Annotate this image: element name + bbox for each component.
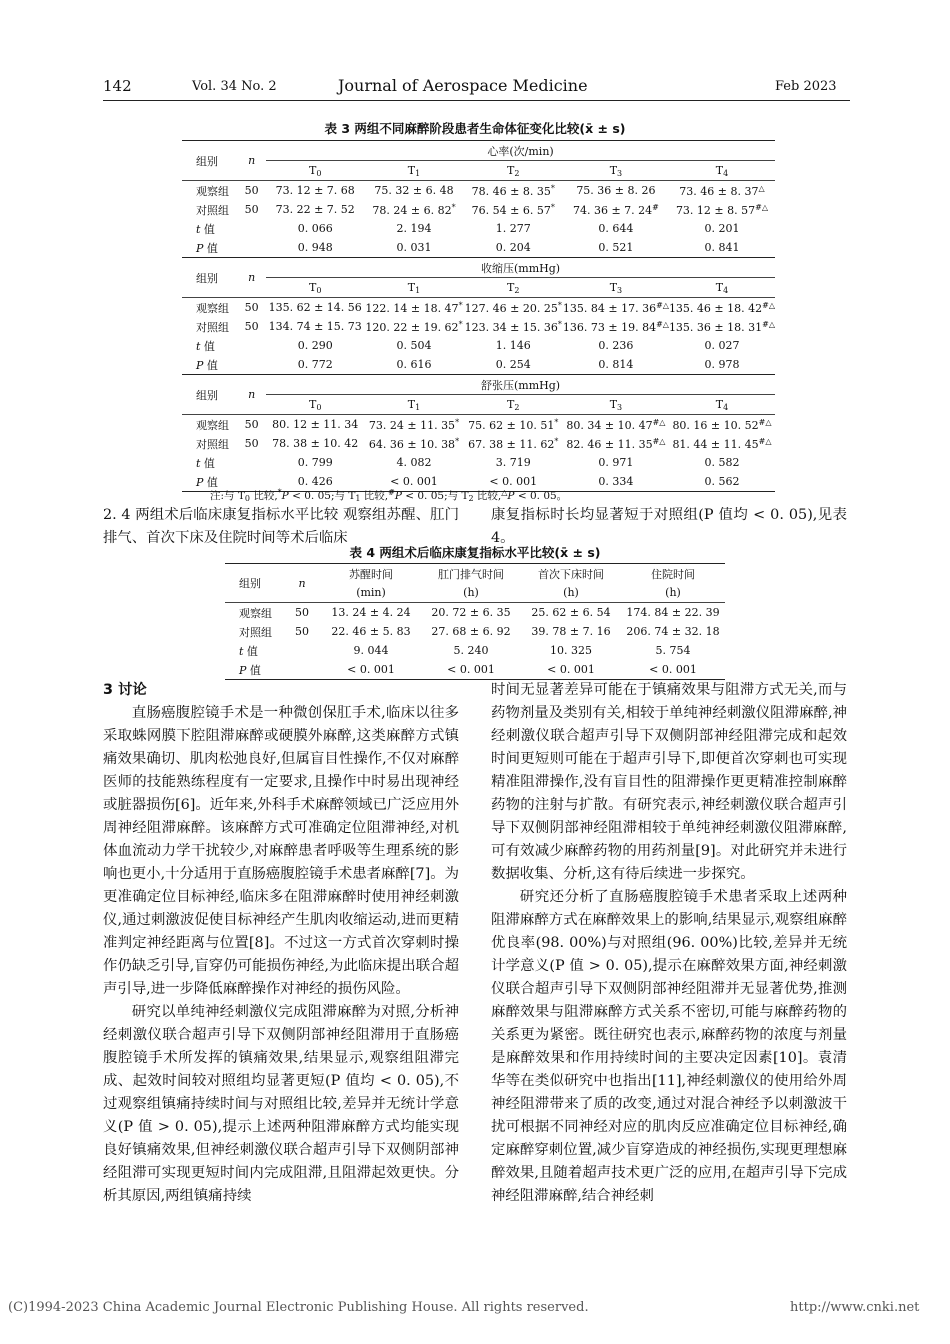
row-n — [237, 355, 266, 375]
table3-block-heading: 舒张压(mmHg) — [266, 375, 775, 395]
table-row — [182, 415, 775, 435]
table-cell: 9. 044 — [353, 644, 389, 657]
table-row — [182, 181, 775, 201]
row-n: 50 — [237, 181, 266, 201]
table4-column-header: n — [283, 564, 321, 603]
row-label: 观察组 — [182, 415, 237, 435]
table-cell: 5. 754 — [655, 644, 691, 657]
table-cell: 13. 24 ± 4. 24 — [321, 603, 421, 623]
row-label: t 值 — [196, 222, 215, 236]
table3-time-header: $T_1$ — [407, 397, 421, 412]
table4-unit: (h) — [463, 586, 479, 599]
table3-time-header: $T_3$ — [609, 397, 623, 412]
table4-unit: (h) — [665, 586, 681, 599]
row-label: 观察组 — [225, 603, 283, 623]
section-2-4-text: 2. 4 两组术后临床康复指标水平比较 观察组苏醒、肛门排气、首次下床及住院时间等术后临床 — [103, 507, 459, 546]
table3-time-header: $T_4$ — [715, 280, 729, 295]
table3-group-header: 组别 — [182, 258, 237, 298]
table3-block-heading: 心率(次/min) — [266, 141, 775, 161]
copyright-notice: (C)1994-2023 China Academic Journal Electronic Publishing House. All rights reserved. — [8, 1300, 589, 1315]
table4-title: 表 4 两组术后临床康复指标水平比较(x̄ ± s) — [349, 545, 601, 560]
table3-time-header: $T_1$ — [407, 163, 421, 178]
table-cell: 64. 36 ± 10. 38* — [368, 436, 460, 451]
discussion-paragraph: 直肠癌腹腔镜手术是一种微创保肛手术,临床以往多采取蛛网膜下腔阻滞麻醉或硬膜外麻醉,这类麻醉方式镇痛效果确切、肌肉松弛良好,但属盲目性操作,不仅对麻醉医师的技能熟练程度有一定要求,且操作中时易出现神经或脏器损伤[6]。近年来,外科手术麻醉领域已广泛应用外周神经阻滞麻醉。该麻醉方式可准确定位阻滞神经,对机体血流动力学干扰较少,对麻醉患者呼吸等生理系统的影响也更小,十分适用于直肠癌腹腔镜手术患者麻醉[7]。为更准确定位目标神经,临床多在阻滞麻醉时使用神经刺激仪,通过刺激波促使目标神经产生肌肉收缩运动,进而更精准判定神经距离与位置[8]。不过这一方式首次穿刺时操作仍缺乏引导,盲穿仍可能损伤神经,为此临床提出联合超声引导,进一步降低麻醉操作对神经的损伤风险。 — [103, 705, 459, 997]
table-cell: 2. 194 — [396, 222, 432, 235]
table-cell: 0. 644 — [598, 222, 634, 235]
table-cell: 0. 254 — [495, 358, 531, 371]
row-label: t 值 — [196, 456, 215, 470]
discussion-heading: 3 讨论 — [103, 682, 147, 698]
table-cell: 80. 34 ± 10. 47#△ — [563, 415, 669, 435]
table-cell: 135. 46 ± 18. 42#△ — [669, 298, 775, 318]
table3-n-header: n — [237, 375, 266, 415]
table-cell: 1. 277 — [495, 222, 531, 235]
row-n: 50 — [237, 415, 266, 435]
table-row — [225, 660, 725, 680]
table3-time-header: $T_2$ — [507, 280, 520, 295]
table-cell: 122. 14 ± 18. 47* — [364, 298, 463, 318]
table-cell: 0. 066 — [297, 222, 333, 235]
row-label: P 值 — [182, 472, 237, 492]
table-cell: 73. 22 ± 7. 52 — [275, 203, 355, 216]
table-row — [182, 336, 775, 355]
table-cell: 73. 24 ± 11. 35* — [364, 415, 463, 435]
table3-block-heading: 收缩压(mmHg) — [266, 258, 775, 278]
row-n — [237, 238, 266, 258]
table-cell: 0. 204 — [495, 241, 531, 254]
table-cell: 81. 44 ± 11. 45#△ — [672, 436, 772, 451]
table-cell: < 0. 001 — [421, 660, 521, 680]
row-n: 50 — [244, 203, 259, 216]
table3-time-header: $T_3$ — [609, 280, 623, 295]
table-cell: 0. 948 — [297, 241, 333, 254]
row-n — [283, 660, 321, 680]
table-cell: 3. 719 — [495, 456, 531, 469]
table-cell: < 0. 001 — [621, 660, 725, 680]
table-row — [182, 317, 775, 336]
row-n — [283, 641, 321, 660]
table-cell: 22. 46 ± 5. 83 — [331, 625, 411, 638]
table-cell: 0. 521 — [598, 241, 634, 254]
row-label: t 值 — [239, 644, 258, 658]
row-n: 50 — [244, 320, 259, 333]
row-label: P 值 — [196, 358, 218, 372]
table-cell: 20. 72 ± 6. 35 — [421, 603, 521, 623]
page-number: 142 — [103, 77, 132, 95]
table-cell: 206. 74 ± 32. 18 — [626, 625, 720, 638]
row-label: P 值 — [196, 241, 218, 255]
row-n — [237, 453, 266, 472]
table3-n-header: n — [237, 258, 266, 298]
table-cell: 75. 36 ± 8. 26 — [563, 181, 669, 201]
table4-column-header: 苏醒时间 — [321, 564, 421, 584]
table3-time-header: $T_3$ — [609, 163, 623, 178]
table3-time-header: $T_0$ — [308, 163, 322, 178]
table-cell: 0. 027 — [704, 339, 740, 352]
table-cell: 0. 426 — [266, 472, 364, 492]
table3-n-header: n — [237, 141, 266, 181]
row-n: 50 — [295, 625, 309, 638]
discussion-paragraph: 时间无显著差异可能在于镇痛效果与阻滞方式无关,而与药物剂量及类别有关,相较于单纯神经刺激仪阻滞麻醉,神经刺激仪联合超声引导下双侧阴部神经阻滞完成和起效时间更短则可能在于超声引导下,即便首次穿刺也可实现精准阻滞操作,没有盲目性的阻滞操作更更精准控制麻醉药物的注射与扩散。有研究表示,神经刺激仪联合超声引导下双侧阴部神经阻滞相较于单纯神经刺激仪阻滞麻醉,可有效减少麻醉药物的用药剂量[9]。对此研究并未进行数据收集、分析,这有待后续进一步探究。 — [491, 682, 847, 882]
table-cell: 10. 325 — [550, 644, 592, 657]
row-label: 观察组 — [182, 181, 237, 201]
table-cell: 80. 16 ± 10. 52#△ — [669, 415, 775, 435]
table-cell: 0. 616 — [396, 358, 432, 371]
table-cell: 0. 201 — [704, 222, 740, 235]
table-row — [182, 453, 775, 472]
table3-time-header: $T_4$ — [715, 397, 729, 412]
table4-unit: (min) — [356, 586, 386, 599]
table-cell: < 0. 001 — [521, 660, 621, 680]
table3-time-header: $T_2$ — [507, 397, 520, 412]
table-cell: 174. 84 ± 22. 39 — [621, 603, 725, 623]
table-cell: 0. 562 — [669, 472, 775, 492]
row-label: 对照组 — [196, 203, 229, 217]
row-n: 50 — [283, 603, 321, 623]
row-n — [237, 336, 266, 355]
table-cell: 1. 146 — [495, 339, 531, 352]
discussion-left-column — [103, 679, 459, 1208]
table-cell: 78. 38 ± 10. 42 — [272, 437, 359, 450]
table-row — [225, 641, 725, 660]
table-cell: 39. 78 ± 7. 16 — [531, 625, 611, 638]
table-cell: 67. 38 ± 11. 62* — [468, 436, 559, 451]
table-cell: 135. 36 ± 18. 31#△ — [668, 319, 775, 334]
discussion-right-column — [491, 679, 847, 1208]
cnki-link[interactable]: http://www.cnki.net — [790, 1300, 920, 1315]
table-cell: 5. 240 — [453, 644, 489, 657]
table3 — [182, 140, 775, 492]
table-row — [182, 355, 775, 375]
table-cell: 0. 971 — [598, 456, 634, 469]
table-cell: 75. 62 ± 10. 51* — [464, 415, 563, 435]
table-cell: 135. 84 ± 17. 36#△ — [563, 298, 669, 318]
row-n: 50 — [244, 437, 259, 450]
table-cell: 135. 62 ± 14. 56 — [266, 298, 364, 318]
row-label: P 值 — [225, 660, 283, 680]
journal-title: Journal of Aerospace Medicine — [338, 76, 588, 95]
table-cell: 25. 62 ± 6. 54 — [521, 603, 621, 623]
row-label: t 值 — [196, 339, 215, 353]
table-cell: 73. 12 ± 8. 57#△ — [675, 202, 768, 217]
table-cell: 120. 22 ± 19. 62* — [365, 319, 463, 334]
table4-column-header: 住院时间 — [621, 564, 725, 584]
table-row — [182, 238, 775, 258]
row-label: 对照组 — [196, 320, 229, 334]
table4-column-header: 首次下床时间 — [521, 564, 621, 584]
table-cell: 73. 46 ± 8. 37△ — [669, 181, 775, 201]
table3-time-header: $T_2$ — [507, 163, 520, 178]
table-cell: 0. 504 — [396, 339, 432, 352]
row-n — [237, 219, 266, 238]
table-cell: 0. 841 — [704, 241, 740, 254]
issue-date: Feb 2023 — [775, 79, 837, 94]
table4-column-header: 组别 — [225, 564, 283, 603]
discussion-paragraph: 研究还分析了直肠癌腹腔镜手术患者采取上述两种阻滞麻醉方式在麻醉效果上的影响,结果显示,观察组麻醉优良率(98. 00%)与对照组(96. 00%)比较,差异并无统计学意义(P 值 > 0. 05),提示在麻醉效果方面,神经刺激仪联合超声引导下双侧阴部神经阻滞并无显著优势,推测麻醉效果与阻滞麻醉方式关系不密切,可能与麻醉药物的关系更为紧密。既往研究也表示,麻醉药物的浓度与剂量是麻醉效果和作用持续时间的主要决定因素[10]。袁清华等在类似研究中也指出[11],神经刺激仪的使用给外周神经阻滞带来了质的改变,通过对混合神经予以刺激波干扰可根据不同神经对应的肌肉反应准确定位目标神经,确定麻醉穿刺位置,减少盲穿造成的神经损伤,实现更理想麻醉效果,且随着超声技术更广泛的应用,在超声引导下完成神经阻滞麻醉,结合神经刺 — [491, 889, 847, 1204]
table3-note: 注:与 $T_0$ 比较,*P < 0. 05;与 $T_1$ 比较,#P < 0. 05;与 $T_2$ 比较,△P < 0. 05。 — [210, 488, 568, 503]
table4-unit: (h) — [563, 586, 579, 599]
table-row — [225, 603, 725, 623]
table-cell: 0. 334 — [563, 472, 669, 492]
discussion-paragraph: 研究以单纯神经刺激仪完成阻滞麻醉为对照,分析神经刺激仪联合超声引导下双侧阴部神经阻滞用于直肠癌腹腔镜手术所发挥的镇痛效果,结果显示,观察组阻滞完成、起效时间较对照组均显著更短(P 值均 < 0. 05),不过观察组镇痛持续时间与对照组比较,差异并无统计学意义(P 值 > 0. 05),提示上述两种阻滞麻醉方式均能实现良好镇痛效果,但神经刺激仪联合超声引导下双侧阴部神经阻滞可实现更短时间内完成阻滞,且阻滞起效更快。分析其原因,两组镇痛持续 — [103, 1004, 459, 1204]
table-cell: 75. 32 ± 6. 48 — [364, 181, 463, 201]
table-cell: 136. 73 ± 19. 84#△ — [562, 319, 669, 334]
table-cell: 0. 814 — [598, 358, 634, 371]
section-2-4-text-cont: 康复指标时长均显著短于对照组(P 值均 < 0. 05),见表 4。 — [491, 507, 847, 546]
table4 — [225, 563, 725, 680]
table-cell: 74. 36 ± 7. 24# — [572, 202, 659, 217]
table-cell: 134. 74 ± 15. 73 — [268, 320, 362, 333]
table-cell: 78. 46 ± 8. 35* — [464, 181, 563, 201]
table-row — [182, 219, 775, 238]
table-cell: 82. 46 ± 11. 35#△ — [566, 436, 666, 451]
table-cell: 0. 031 — [396, 241, 432, 254]
table3-time-header: $T_0$ — [308, 280, 322, 295]
table3-time-header: $T_0$ — [308, 397, 322, 412]
table-cell: 80. 12 ± 11. 34 — [266, 415, 364, 435]
table-cell: < 0. 001 — [364, 472, 463, 492]
table-cell: 27. 68 ± 6. 92 — [431, 625, 511, 638]
table-cell: 0. 978 — [704, 358, 740, 371]
header-rule — [103, 100, 850, 101]
table3-time-header: $T_4$ — [715, 163, 729, 178]
table-row — [182, 200, 775, 219]
table-cell: 0. 290 — [297, 339, 333, 352]
row-label: 对照组 — [196, 437, 229, 451]
table4-column-header: 肛门排气时间 — [421, 564, 521, 584]
volume-issue: Vol. 34 No. 2 — [192, 79, 277, 94]
table3-group-header: 组别 — [182, 375, 237, 415]
table-cell: 0. 236 — [598, 339, 634, 352]
table-row — [225, 622, 725, 641]
table-cell: 0. 799 — [297, 456, 333, 469]
table3-group-header: 组别 — [182, 141, 237, 181]
table-cell: 73. 12 ± 7. 68 — [266, 181, 364, 201]
row-label: 对照组 — [239, 625, 272, 639]
table3-time-header: $T_1$ — [407, 280, 421, 295]
table3-title: 表 3 两组不同麻醉阶段患者生命体征变化比较(x̄ ± s) — [324, 121, 626, 136]
table-cell: 0. 582 — [704, 456, 740, 469]
table-row — [182, 298, 775, 318]
table-cell: 76. 54 ± 6. 57* — [471, 202, 555, 217]
table-cell: 4. 082 — [396, 456, 432, 469]
table-cell: 123. 34 ± 15. 36* — [464, 319, 562, 334]
table-cell: 127. 46 ± 20. 25* — [464, 298, 563, 318]
table-cell: < 0. 001 — [464, 472, 563, 492]
table-cell: < 0. 001 — [321, 660, 421, 680]
row-label: 观察组 — [182, 298, 237, 318]
table-cell: 0. 772 — [297, 358, 333, 371]
table-cell: 78. 24 ± 6. 82* — [372, 202, 456, 217]
table-row — [182, 434, 775, 453]
row-n: 50 — [237, 298, 266, 318]
